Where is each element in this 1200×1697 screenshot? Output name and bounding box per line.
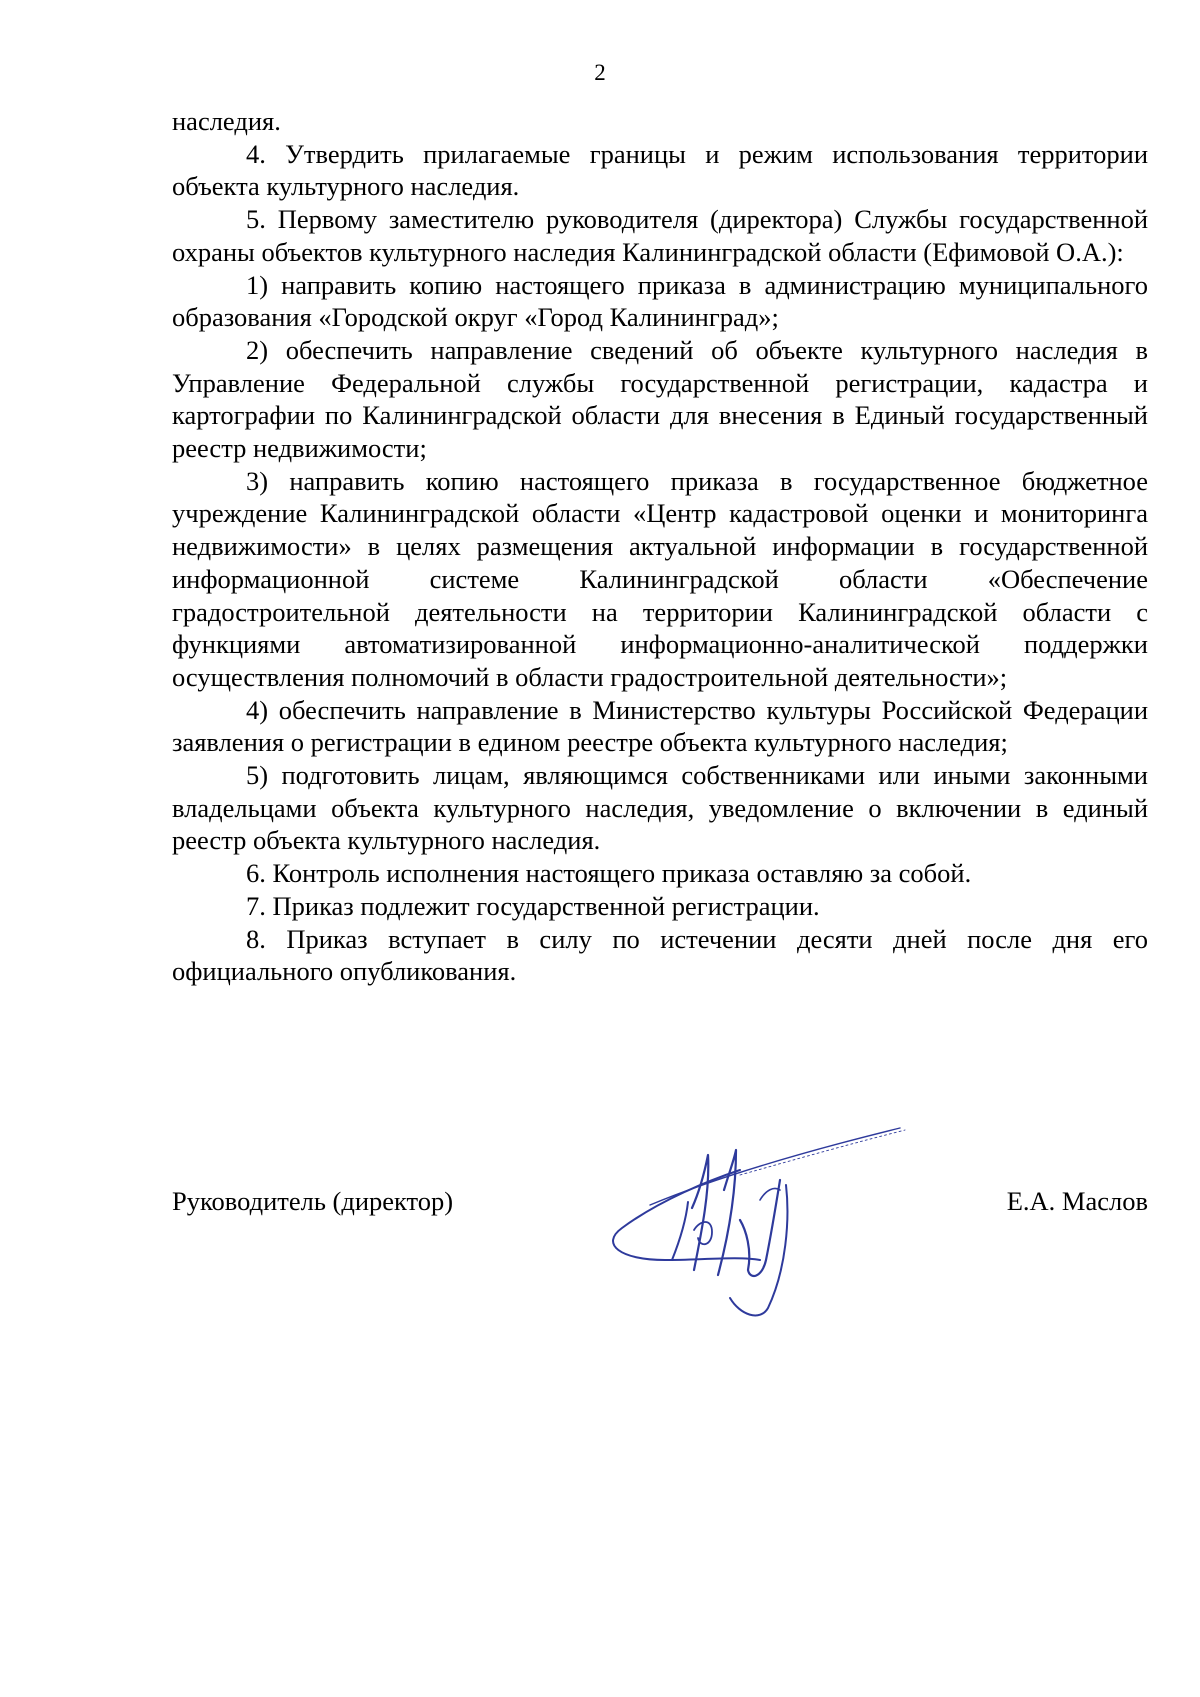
subitem-5: 5) подготовить лицам, являющимся собственниками или иными законными владельцами объекта культурного наследия, уведомление о включении в единый реестр объекта культурного наследия. bbox=[172, 760, 1148, 856]
handwritten-signature bbox=[590, 1110, 910, 1320]
signatory-name: Е.А. Маслов bbox=[1006, 1186, 1148, 1216]
subitem-3: 3) направить копию настоящего приказа в государственное бюджетное учреждение Калининградской области «Центр кадастровой оценки и мониторинга недвижимости» в целях размещения актуальной информации в государственной информационной системе Калининградской области «Обеспечение градостроительной деятельности на территории Калининградской области с функциями автоматизированной информационно-аналитической поддержки осуществления полномочий в области градостроительной деятельности»; bbox=[172, 465, 1148, 692]
paragraph-item-7: 7. Приказ подлежит государственной регистрации. bbox=[246, 890, 820, 921]
subitem-2: 2) обеспечить направление сведений об объекте культурного наследия в Управление Федеральной службы государственной регистрации, кадастра и картографии по Калининградской области для внесения в Единый государственный реестр недвижимости; bbox=[172, 334, 1148, 464]
subitem-1: 1) направить копию настоящего приказа в администрацию муниципального образования «Городской округ «Город Калининград»; bbox=[172, 269, 1148, 333]
document-body bbox=[172, 105, 1148, 988]
paragraph-item-4: 4. Утвердить прилагаемые границы и режим использования территории объекта культурного наследия. bbox=[172, 138, 1148, 202]
paragraph-item-8: 8. Приказ вступает в силу по истечении десяти дней после дня его официального опубликования. bbox=[172, 923, 1148, 987]
page-number: 2 bbox=[594, 60, 606, 85]
subitem-4: 4) обеспечить направление в Министерство культуры Российской Федерации заявления о регистрации в едином реестре объекта культурного наследия; bbox=[172, 694, 1148, 758]
paragraph-item-6: 6. Контроль исполнения настоящего приказа оставляю за собой. bbox=[246, 858, 972, 889]
paragraph-continuation: наследия. bbox=[172, 106, 281, 136]
paragraph-item-5: 5. Первому заместителю руководителя (директора) Службы государственной охраны объектов культурного наследия Калининградской области (Ефимовой О.А.): bbox=[172, 204, 1148, 267]
signatory-title: Руководитель (директор) bbox=[172, 1186, 454, 1216]
